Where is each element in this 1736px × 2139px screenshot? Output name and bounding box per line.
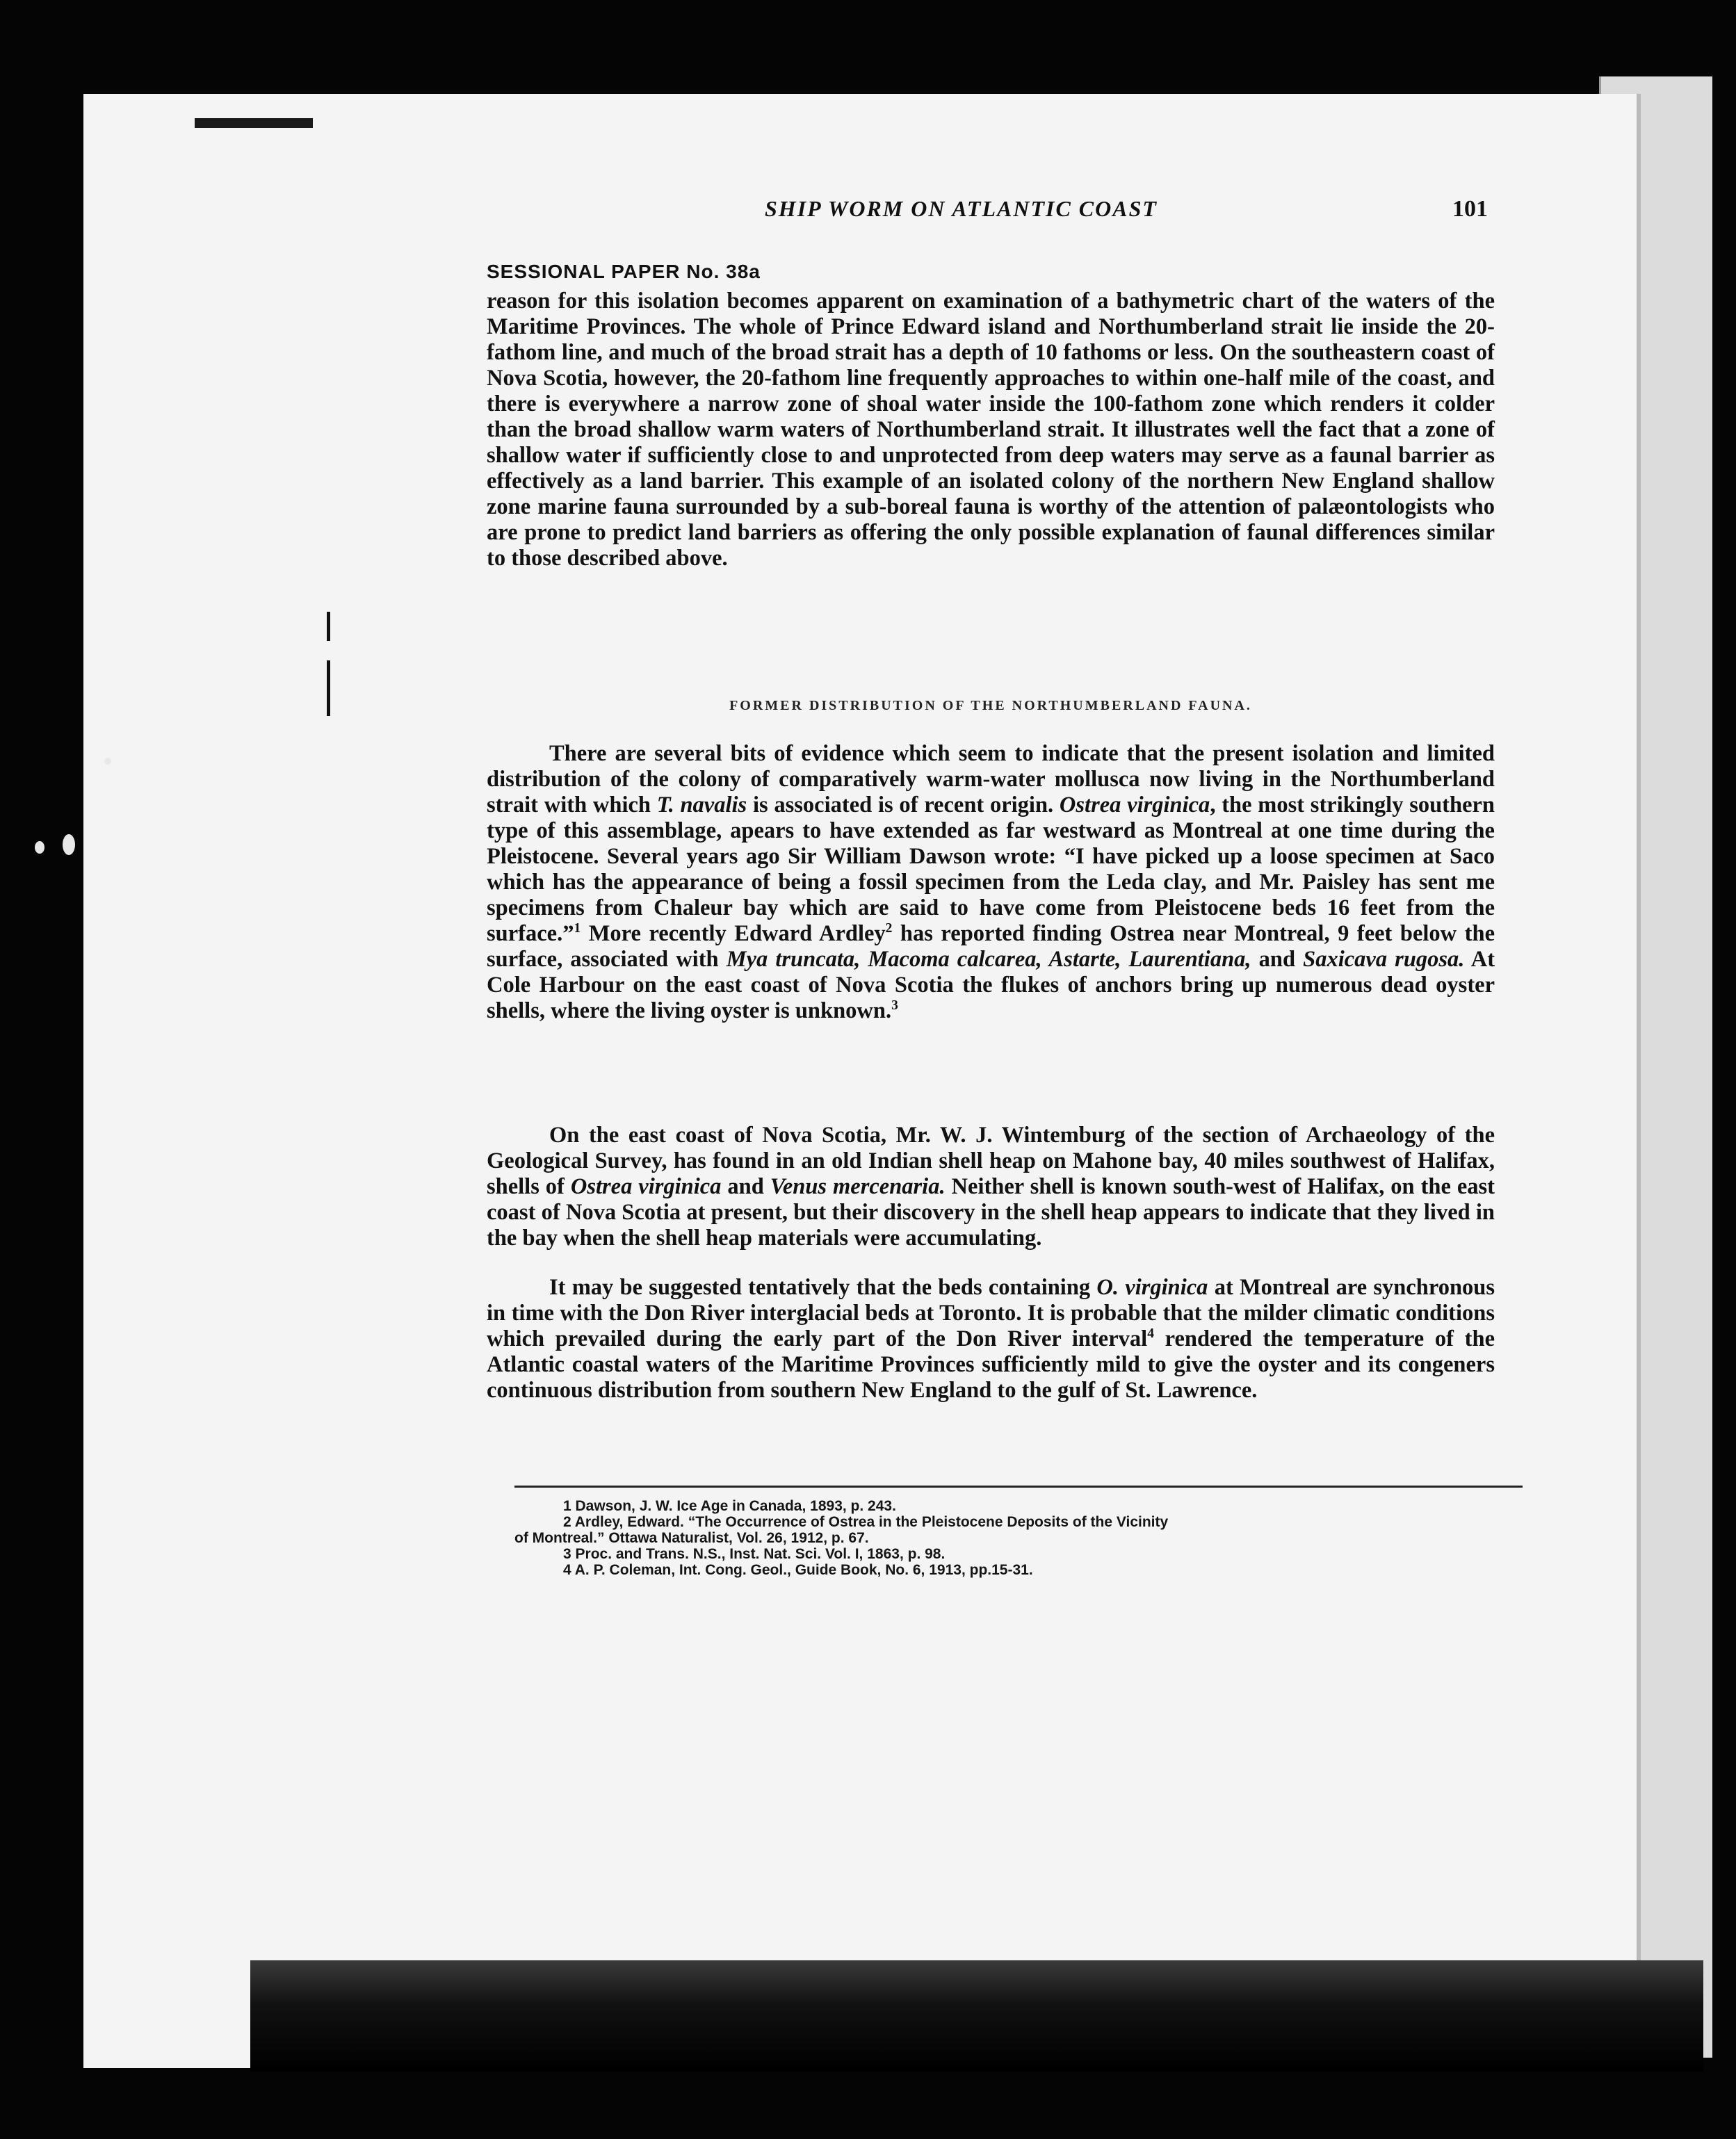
paragraph-2-text: At Cole Harbour on the east coast of Nova Scotia the flukes of anchors bring up numerous dead oyster shells, where the living oyster is unknown.	[487, 947, 1495, 1023]
paragraph-4-text: It may be suggested tentatively that the beds containing	[549, 1275, 1097, 1300]
footnote-ref: 1	[574, 921, 581, 936]
page-number: 101	[1452, 196, 1488, 222]
paragraph-2-text: and	[1251, 947, 1304, 972]
scan-speck	[104, 758, 111, 765]
footnote-2: 2 Ardley, Edward. “The Occurrence of Ostrea in the Pleistocene Deposits of the Vicinity	[563, 1514, 1169, 1530]
species-name: Saxicava rugosa.	[1303, 947, 1465, 972]
paragraph-2-text: More recently Edward Ardley	[581, 921, 886, 946]
paragraph-3-text: and	[721, 1174, 770, 1199]
paragraph-2-text: , the most strikingly southern type of this assemblage, apears to have extended as far westward as Montreal at one time during the Pleistocene. Several years ago Sir William Dawson wrote: “I have picked up a loose specimen at Saco which has the appearance of being a fossil specimen from the Leda clay, and Mr. Paisley has sent me specimens from Chaleur bay which are said to have come from Pleistocene beds 16 feet from the surface.”	[487, 792, 1495, 946]
species-name: Ostrea virginica	[1059, 792, 1210, 818]
species-name: T. navalis	[656, 792, 747, 818]
footnote-rule	[514, 1486, 1523, 1488]
footnotes	[514, 1498, 1530, 1578]
running-title: SHIP WORM ON ATLANTIC COAST	[765, 196, 1158, 221]
gutter-mark	[195, 118, 313, 128]
footnote-3: 3 Proc. and Trans. N.S., Inst. Nat. Sci. Vol. I, 1863, p. 98.	[563, 1546, 946, 1562]
paragraph-2-text: There are several bits of evidence which seem to indicate that the present isolation and limited distribution of the colony of comparatively warm-water mollusca now living in the Northumberland strait with which	[487, 741, 1495, 818]
section-heading: FORMER DISTRIBUTION OF THE NORTHUMBERLAND FAUNA.	[729, 698, 1252, 713]
paragraph-2	[487, 741, 1495, 1024]
sessional-paper-label: SESSIONAL PAPER No. 38a	[487, 261, 761, 282]
paragraph-3-text: Neither shell is known south-west of Halifax, on the east coast of Nova Scotia at present, but their discovery in the shell heap appears to indicate that they lived in the bay when the shell heap materials were accumulating.	[487, 1174, 1495, 1251]
paragraph-2-text: has reported finding Ostrea near Montreal, 9 feet below the surface, associated with	[487, 921, 1495, 972]
page-bottom-shadow	[250, 1960, 1703, 2072]
scan-speck	[35, 841, 44, 854]
footnote-4: 4 A. P. Coleman, Int. Cong. Geol., Guide Book, No. 6, 1913, pp.15-31.	[563, 1562, 1033, 1578]
paragraph-2-text: is associated is of recent origin.	[747, 792, 1060, 818]
footnote-2-continued: of Montreal.” Ottawa Naturalist, Vol. 26, 1912, p. 67.	[514, 1530, 869, 1546]
margin-mark	[327, 612, 330, 641]
paragraph-1	[487, 288, 1495, 571]
species-name: Ostrea virginica	[570, 1174, 722, 1199]
paragraph-4-text: at Montreal are synchronous in time with the Don River interglacial beds at Toronto. It is probable that the milder climatic conditions which prevailed during the early part of the Don River interval	[487, 1275, 1495, 1351]
footnote-ref: 4	[1147, 1326, 1154, 1342]
footnote-1: 1 Dawson, J. W. Ice Age in Canada, 1893, p. 243.	[563, 1498, 896, 1514]
footnote-ref: 2	[885, 921, 893, 936]
paragraph-4	[487, 1275, 1495, 1404]
species-name: Mya truncata, Macoma calcarea, Astarte, Laurentiana,	[726, 947, 1251, 972]
species-name: O. virginica	[1096, 1275, 1208, 1300]
paragraph-3-text: On the east coast of Nova Scotia, Mr. W. J. Wintemburg of the section of Archaeology of the Geological Survey, has found in an old Indian shell heap on Mahone bay, 40 miles southwest of Halifax, shells of	[487, 1123, 1495, 1199]
paragraph-1-text: reason for this isolation becomes apparent on examination of a bathymetric chart of the waters of the Maritime Provinces. The whole of Prince Edward island and Northumberland strait lie inside the 20-fathom line, and much of the broad strait has a depth of 10 fathoms or less. On the southeastern coast of Nova Scotia, however, the 20-fathom line frequently approaches to within one-half mile of the coast, and there is everywhere a narrow zone of shoal water inside the 100-fathom zone which renders it colder than the broad shallow warm waters of Northumberland strait. It illustrates well the fact that a zone of shallow water if sufficiently close to and unprotected from deep waters may serve as a faunal barrier as effectively as a land barrier. This example of an isolated colony of the northern New England shallow zone marine fauna surrounded by a sub-boreal fauna is worthy of the attention of palæontologists who are prone to predict land barriers as offering the only possible explanation of faunal differences similar to those described above.	[487, 288, 1495, 571]
footnote-ref: 3	[891, 998, 898, 1014]
paragraph-4-text: rendered the temperature of the Atlantic coastal waters of the Maritime Provinces sufficiently mild to give the oyster and its congeners continuous distribution from southern New England to the gulf of St. Lawrence.	[487, 1326, 1495, 1403]
running-head	[487, 196, 1488, 224]
paragraph-3	[487, 1123, 1495, 1251]
margin-mark	[327, 660, 330, 716]
species-name: Venus mercenaria.	[770, 1174, 946, 1199]
scan-speck	[63, 834, 75, 855]
